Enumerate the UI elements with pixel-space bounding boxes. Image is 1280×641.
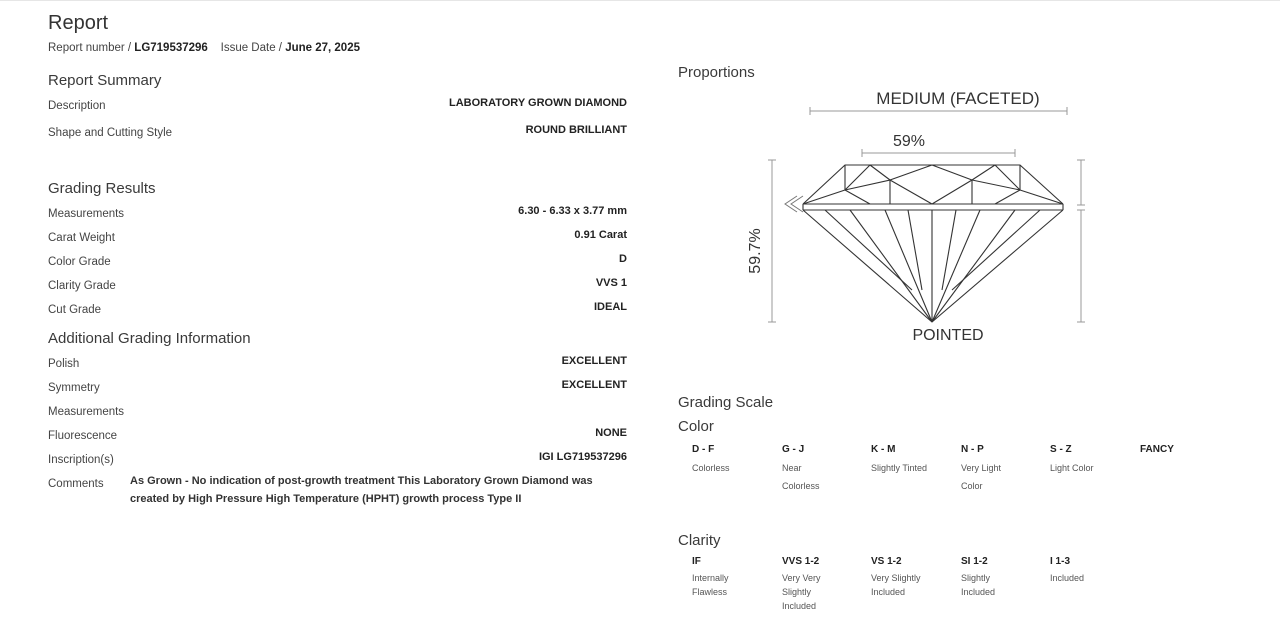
top-divider xyxy=(0,0,1280,1)
color-scale-desc: Light Color xyxy=(1050,463,1094,473)
row-label: Color Grade xyxy=(48,256,111,268)
girdle-label: MEDIUM (FACETED) xyxy=(876,89,1040,108)
report-number-label: Report number / xyxy=(48,42,135,54)
section-grading-scale: Grading Scale xyxy=(678,394,774,411)
row-value: IGI LG719537296 xyxy=(538,451,627,463)
color-scale-desc: Very Light Color xyxy=(961,463,1002,491)
clarity-scale-heading: Clarity xyxy=(678,532,721,549)
row-label: Measurements xyxy=(48,406,125,418)
clarity-scale-desc: Slightly Included xyxy=(961,573,996,597)
comments-value: As Grown - No indication of post-growth treatment This Laboratory Grown Diamond was created by High Pressure High Temperature (HPHT) growth process Type II xyxy=(130,475,593,505)
diamond-outline xyxy=(803,165,1063,322)
table-percent-label: 59% xyxy=(892,133,926,150)
clarity-scale-code: VVS 1-2 xyxy=(782,556,820,567)
section-proportions: Proportions xyxy=(678,64,755,81)
row-value: ROUND BRILLIANT xyxy=(525,124,627,136)
color-scale-desc: Colorless xyxy=(692,463,730,473)
clarity-scale-code: I 1-3 xyxy=(1050,556,1071,567)
row-label: Symmetry xyxy=(48,382,100,394)
row-label: Clarity Grade xyxy=(48,280,116,292)
row-label: Cut Grade xyxy=(48,304,102,316)
color-scale-desc: Near Colorless xyxy=(782,463,820,491)
row-value: IDEAL xyxy=(594,301,627,313)
row-label: Carat Weight xyxy=(48,232,115,244)
dimension-lines xyxy=(768,107,1085,322)
report-meta xyxy=(48,42,360,54)
culet-label: POINTED xyxy=(912,327,984,344)
color-scale-code: G - J xyxy=(782,444,805,455)
clarity-scale-code: VS 1-2 xyxy=(871,556,902,567)
clarity-scale-desc: Internally Flawless xyxy=(692,573,729,597)
row-value: EXCELLENT xyxy=(561,355,627,367)
row-label: Measurements xyxy=(48,208,125,220)
clarity-scale-code: IF xyxy=(692,556,701,567)
row-value: NONE xyxy=(595,427,627,439)
color-scale-code: N - P xyxy=(961,444,984,455)
issue-date-label: Issue Date / xyxy=(220,42,286,54)
clarity-scale-desc: Included xyxy=(1050,573,1085,583)
section-grading-results: Grading Results xyxy=(48,180,156,197)
row-label: Polish xyxy=(48,358,80,370)
row-value: VVS 1 xyxy=(595,277,627,289)
row-value: 0.91 Carat xyxy=(574,229,627,241)
row-value: D xyxy=(619,253,627,265)
row-value: 6.30 - 6.33 x 3.77 mm xyxy=(518,205,627,217)
row-label: Description xyxy=(48,100,106,112)
color-scale-code: D - F xyxy=(692,444,715,455)
section-additional-grading: Additional Grading Information xyxy=(48,330,251,347)
issue-date: June 27, 2025 xyxy=(285,42,360,54)
section-report-summary: Report Summary xyxy=(48,72,162,89)
color-scale-code: K - M xyxy=(871,444,896,455)
report-title: Report xyxy=(48,12,109,34)
row-value: EXCELLENT xyxy=(561,379,627,391)
row-label: Inscription(s) xyxy=(48,454,114,466)
color-scale-heading: Color xyxy=(678,418,714,435)
row-label: Comments xyxy=(48,478,104,490)
clarity-scale-desc: Very Slightly Included xyxy=(871,573,921,597)
color-scale-code: S - Z xyxy=(1050,444,1072,455)
diamond-proportions-diagram xyxy=(740,80,1140,355)
clarity-scale-code: SI 1-2 xyxy=(961,556,988,567)
row-value: LABORATORY GROWN DIAMOND xyxy=(448,97,627,109)
color-scale-code: FANCY xyxy=(1140,444,1174,455)
color-scale-desc: Slightly Tinted xyxy=(871,463,928,473)
report-number: LG719537296 xyxy=(134,42,208,54)
depth-percent-label: 59.7% xyxy=(747,228,764,274)
girdle-arrow-icon xyxy=(785,196,803,212)
row-label: Shape and Cutting Style xyxy=(48,127,173,139)
row-label: Fluorescence xyxy=(48,430,118,442)
clarity-scale-desc: Very Very Slightly Included xyxy=(782,573,821,611)
